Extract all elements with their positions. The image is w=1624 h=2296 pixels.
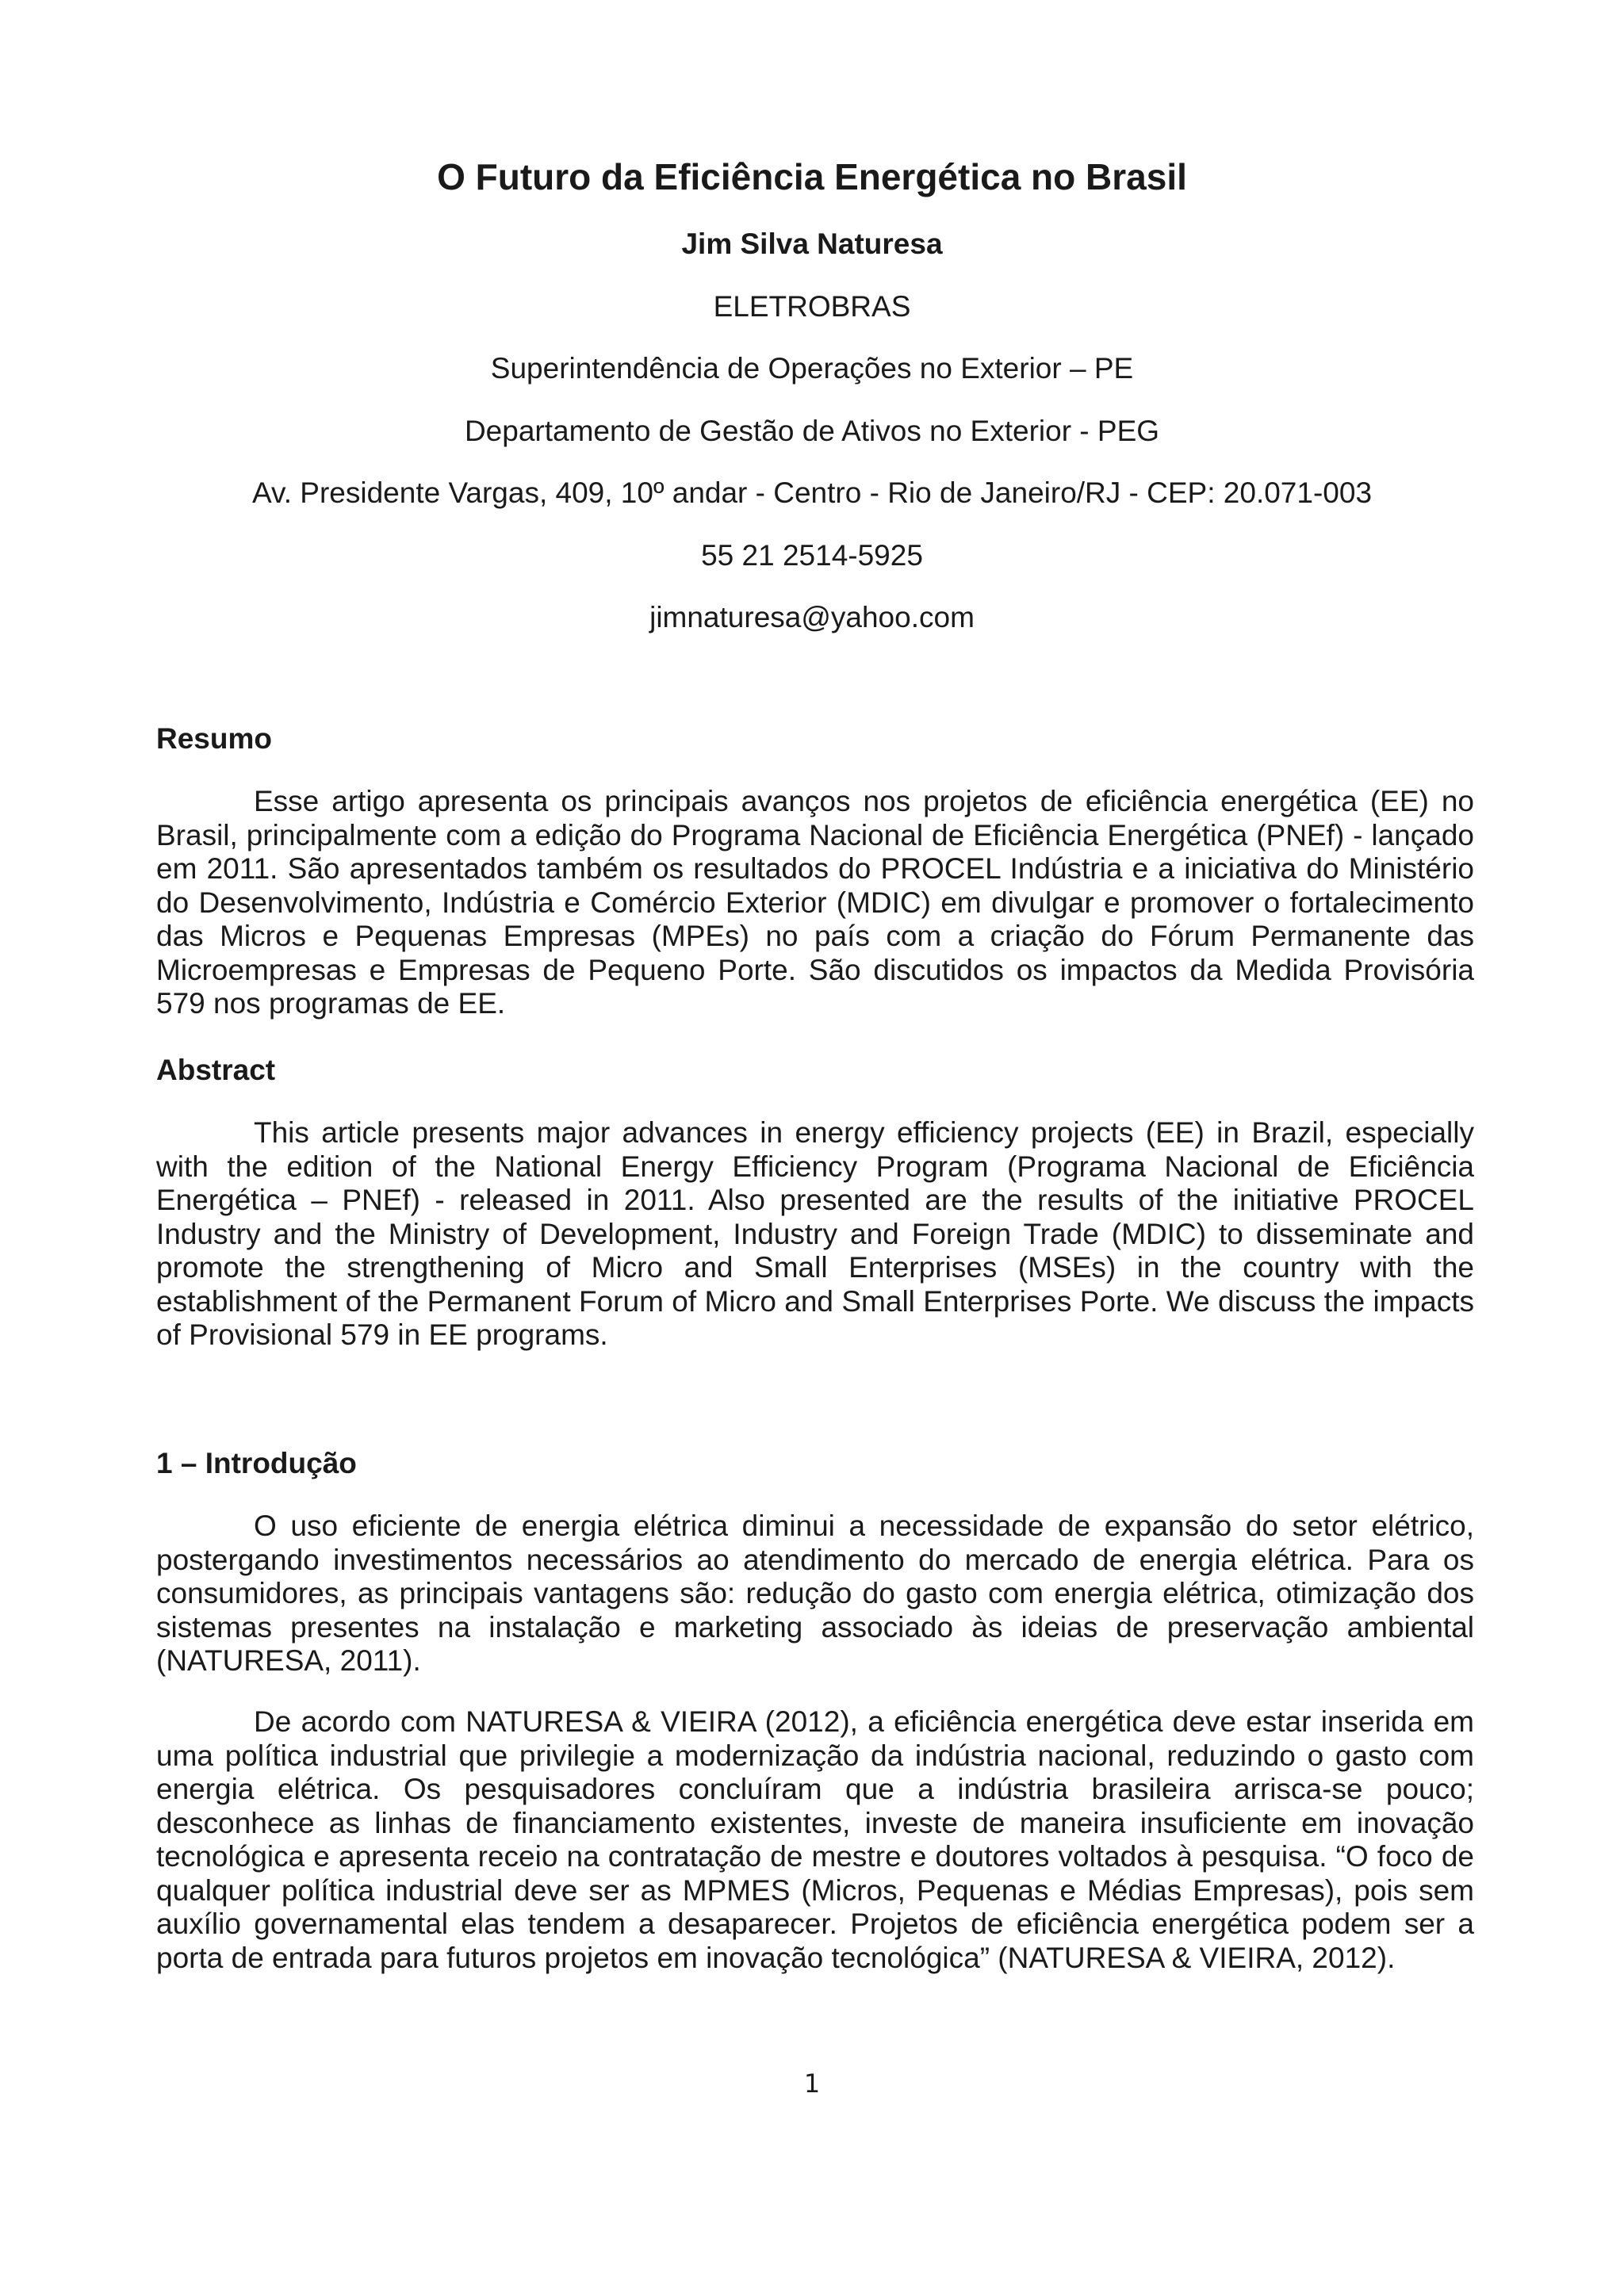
affiliation-superintendence: Superintendência de Operações no Exterior – PE	[490, 352, 1134, 385]
affiliation-department: Departamento de Gestão de Ativos no Exterior - PEG	[464, 415, 1160, 447]
affiliation-email: jimnaturesa@yahoo.com	[649, 601, 975, 633]
abstract-paragraph: This article presents major advances in energy efficiency projects (EE) in Brazil, especially with the edition of the National Energy Efficiency Program (Programa Nacional de Eficiência Energética – PNEf) - released in 2011. Also presented are the results of the initiative PROCEL Industry and the Ministry of Development, Industry and Foreign Trade (MDIC) to disseminate and promote the strengthening of Micro and Small Enterprises (MSEs) in the country with the establishment of the Permanent Forum of Micro and Small Enterprises Porte. We discuss the impacts of Provisional 579 in EE programs.	[156, 1116, 1474, 1351]
author-name: Jim Silva Naturesa	[681, 228, 943, 260]
resumo-heading: Resumo	[156, 722, 272, 755]
affiliation-phone: 55 21 2514-5925	[701, 539, 923, 572]
introduction-heading: 1 – Introdução	[156, 1447, 357, 1479]
introduction-paragraph-2: De acordo com NATURESA & VIEIRA (2012), a eficiência energética deve estar inserida em uma política industrial que privilegie a modernização da indústria nacional, reduzindo o gasto com energia elétrica. Os pesquisadores concluíram que a indústria brasileira arrisca-se pouco; desconhece as linhas de financiamento existentes, investe de maneira insuficiente em inovação tecnológica e apresenta receio na contratação de mestre e doutores voltados à pesquisa. “O foco de qualquer política industrial deve ser as MPMES (Micros, Pequenas e Médias Empresas), pois sem auxílio governamental elas tendem a desaparecer. Projetos de eficiência energética podem ser a porta de entrada para futuros projetos em inovação tecnológica” (NATURESA & VIEIRA, 2012).	[156, 1705, 1474, 1974]
affiliation-address: Av. Presidente Vargas, 409, 10º andar - Centro - Rio de Janeiro/RJ - CEP: 20.071-003	[251, 476, 1373, 509]
paper-title: O Futuro da Eficiência Energética no Brasil	[437, 156, 1187, 197]
affiliation-organization: ELETROBRAS	[713, 290, 911, 323]
abstract-heading: Abstract	[156, 1054, 276, 1086]
page-number: 1	[803, 2068, 821, 2099]
introduction-paragraph-1: O uso eficiente de energia elétrica diminui a necessidade de expansão do setor elétrico, postergando investimentos necessários ao atendimento do mercado de energia elétrica. Para os consumidores, as principais vantagens são: redução do gasto com energia elétrica, otimização dos sistemas presentes na instalação e marketing associado às ideias de preservação ambiental (NATURESA, 2011).	[156, 1510, 1474, 1677]
resumo-paragraph: Esse artigo apresenta os principais avanços nos projetos de eficiência energética (EE) no Brasil, principalmente com a edição do Programa Nacional de Eficiência Energética (PNEf) - lançado em 2011. São apresentados também os resultados do PROCEL Indústria e a iniciativa do Ministério do Desenvolvimento, Indústria e Comércio Exterior (MDIC) em divulgar e promover o fortalecimento das Micros e Pequenas Empresas (MPEs) no país com a criação do Fórum Permanente das Microempresas e Empresas de Pequeno Porte. São discutidos os impactos da Medida Provisória 579 nos programas de EE.	[156, 785, 1474, 1020]
